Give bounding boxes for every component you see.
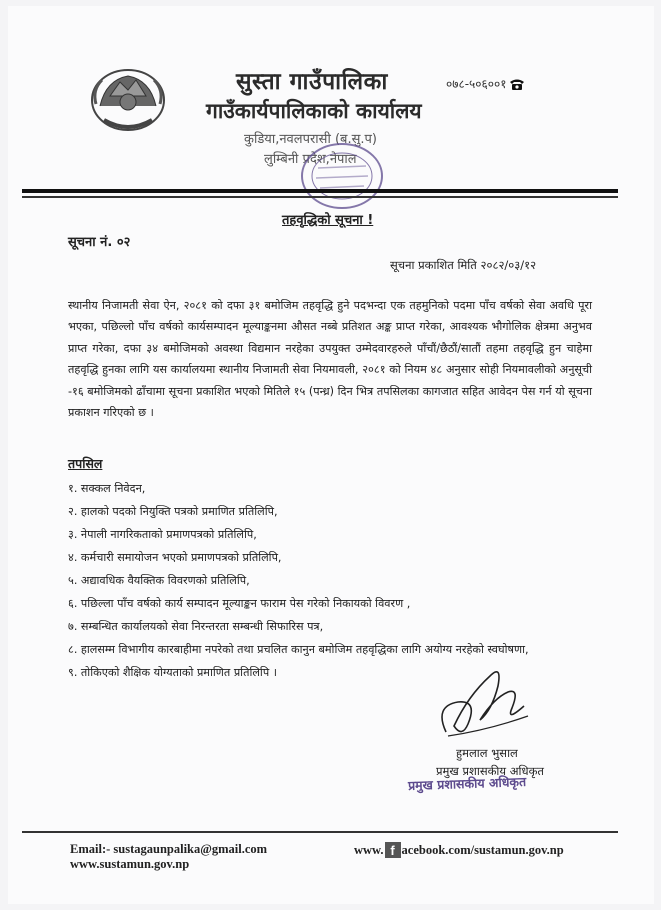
notice-number: सूचना नं. ०२: [68, 235, 131, 250]
signatory-stamp: प्रमुख प्रशासकीय अधिकृत: [407, 773, 527, 794]
address-line-1: कुडिया,नवलपरासी (ब.सु.प): [244, 132, 377, 147]
office-stamp-icon: [296, 138, 388, 214]
list-item: ५. अद्यावधिक वैयक्तिक विवरणको प्रतिलिपि,: [68, 574, 250, 587]
office-name: गाउँकार्यपालिकाको कार्यालय: [206, 99, 422, 123]
org-name: सुस्ता गाउँपालिका: [236, 69, 388, 95]
signatory-title: प्रमुख प्रशासकीय अधिकृत: [436, 764, 544, 778]
signature-icon: [428, 646, 538, 746]
footer-email: Email:- sustagaunpalika@gmail.com: [70, 842, 268, 856]
nepal-emblem-icon: [86, 60, 170, 138]
facebook-prefix: www.: [354, 842, 384, 857]
header-rule-thick: [22, 189, 618, 193]
notice-page: [8, 6, 654, 904]
list-item: ३. नेपाली नागरिकताको प्रमाणपत्रको प्रतिलिपि,: [68, 528, 257, 541]
phone-text: ०७८-५०६००१: [446, 77, 507, 91]
phone-number: [446, 75, 525, 92]
list-item: ६. पछिल्ला पाँच वर्षको कार्य सम्पादन मूल्याङ्कन फाराम पेस गरेको निकायको विवरण ,: [68, 597, 411, 610]
notice-title: तहवृद्धिको सूचना !: [282, 213, 374, 228]
published-date: सूचना प्रकाशित मिति २०८२/०३/१२: [390, 258, 537, 272]
footer-rule: [22, 831, 618, 833]
footer-facebook: [354, 842, 564, 858]
address-line-2: लुम्बिनी प्रदेश,नेपाल: [264, 152, 357, 167]
footer-website: www.sustamun.gov.np: [70, 857, 190, 871]
signatory-name: हुमलाल भुसाल: [456, 746, 518, 760]
list-item: ८. हालसम्म विभागीय कारबाहीमा नपरेको तथा प्रचलित कानुन बमोजिम तहवृद्धिका लागि अयोग्य नरहेको स्वघोषणा,: [68, 643, 529, 656]
header-rule-thin: [22, 196, 618, 198]
facebook-rest: acebook.com/sustamun.gov.np: [401, 842, 564, 857]
facebook-icon: f: [385, 842, 401, 858]
list-item: १. सक्कल निवेदन,: [68, 482, 146, 495]
notice-body: स्थानीय निजामती सेवा ऐन, २०८१ को दफा ३१ बमोजिम तहवृद्धि हुने पदभन्दा एक तहमुनिको पदमा पाँच वर्षको सेवा अवधि पूरा भएका, पछिल्लो पाँच वर्षको कार्यसम्पादन मूल्याङ्कनमा औसत नब्बे प्रतिशत अङ्क प्राप्त गरेका, आवश्यक भौगोलिक क्षेत्रमा अनुभव प्राप्त गरेका, दफा ३४ बमोजिमको अवस्था विद्यमान नरहेका उपयुक्त उम्मेदवारहरुले पाँचौं/छैठौं/सातौं तहमा तहवृद्धि हुन चाहेमा तहवृद्धि हुनका लागि यस कार्यालयमा स्थानीय निजामती सेवा नियमावली, २०८१ को नियम ४८ अनुसार सोही नियमावलीको अनुसूची -१६ बमोजिमको ढाँचामा सूचना प्रकाशित भएको मितिले १५ (पन्ध्र) दिन भित्र तपसिलका कागजात सहित आवेदन पेस गर्न यो सूचना प्रकाशन गरिएको छ ।: [68, 299, 592, 420]
list-item: ९. तोकिएको शैक्षिक योग्यताको प्रमाणित प्रतिलिपि ।: [68, 666, 277, 679]
telephone-icon: [509, 78, 525, 90]
list-item: ७. सम्बन्धित कार्यालयको सेवा निरन्तरता सम्बन्धी सिफारिस पत्र,: [68, 620, 324, 633]
list-item: २. हालको पदको नियुक्ति पत्रको प्रमाणित प्रतिलिपि,: [68, 505, 278, 518]
list-heading: तपसिल: [68, 456, 103, 471]
list-item: ४. कर्मचारी समायोजन भएको प्रमाणपत्रको प्रतिलिपि,: [68, 551, 282, 564]
